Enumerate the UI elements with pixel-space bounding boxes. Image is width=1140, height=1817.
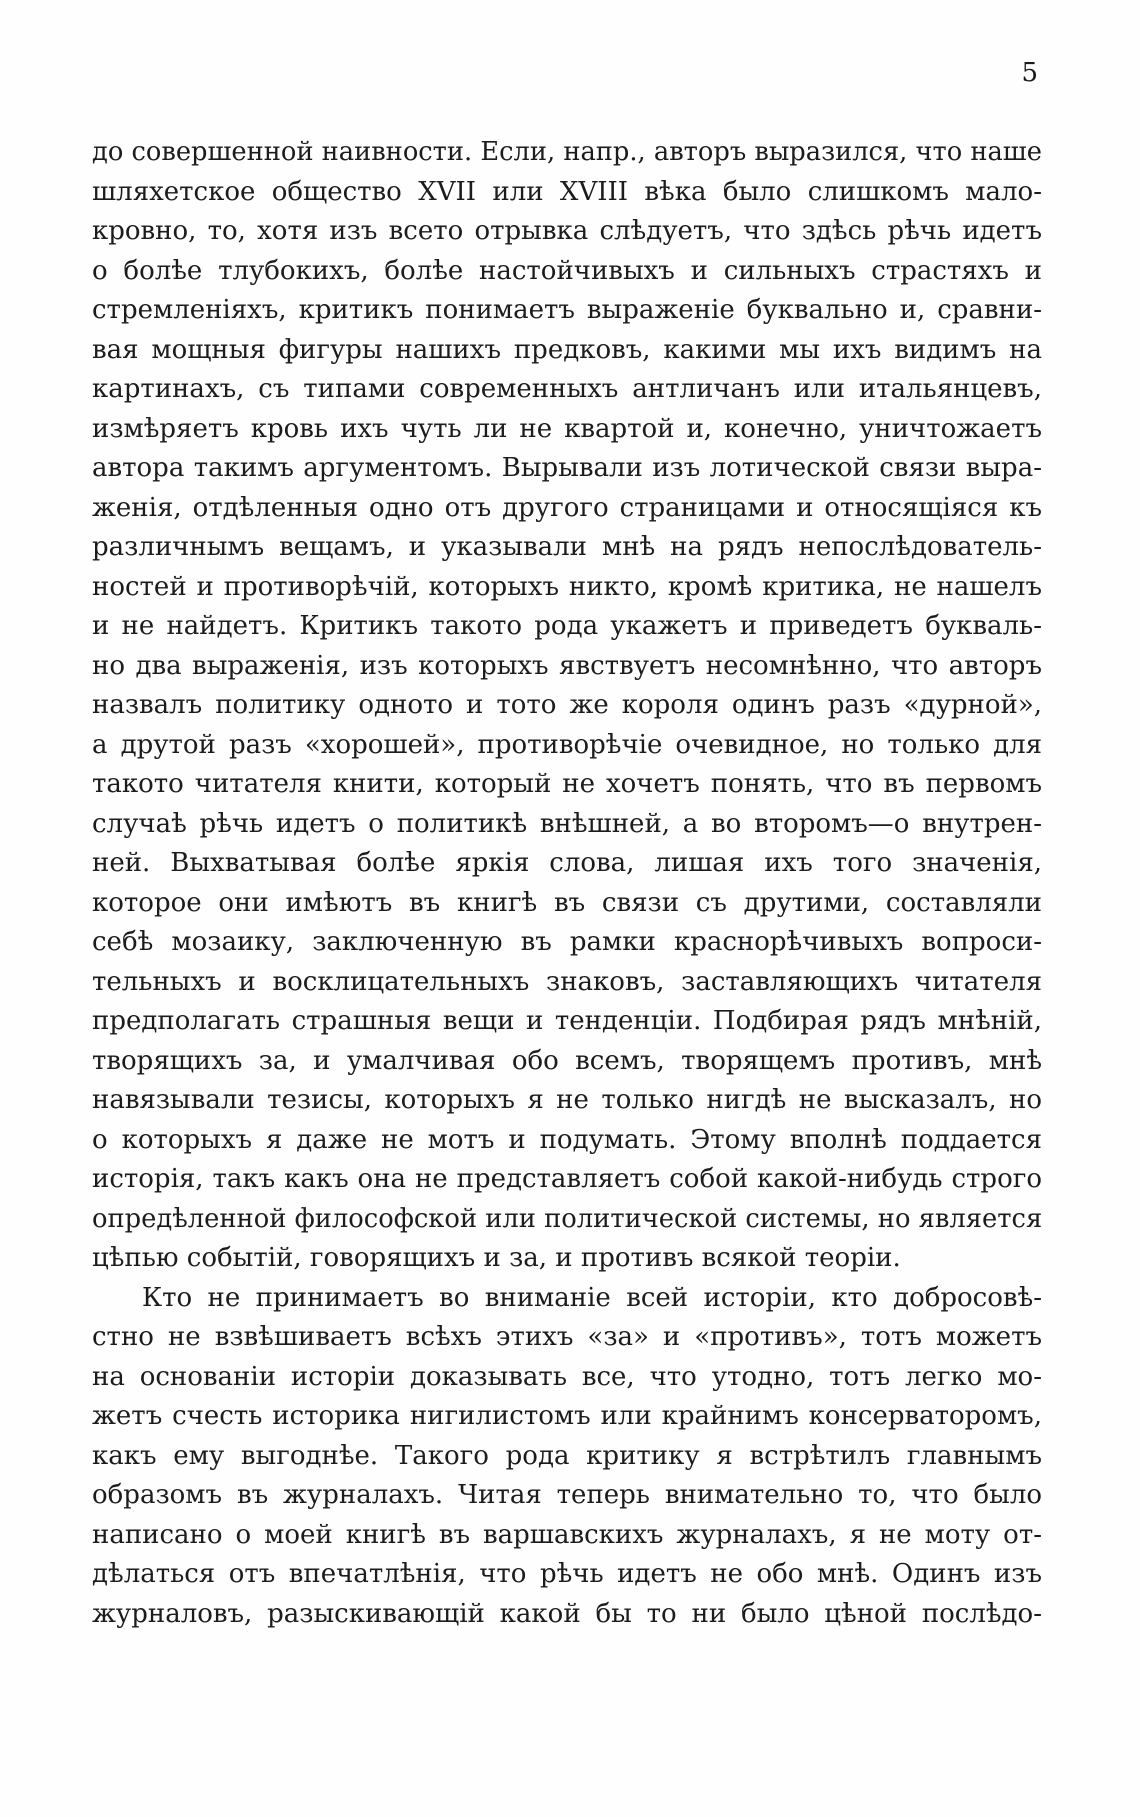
page-number: 5 <box>1021 58 1038 88</box>
paragraph <box>92 1279 1042 1635</box>
text-line: назвалъ политику одното и тото же короля одинъ разъ «дурной», <box>92 690 1042 720</box>
text-line: ней. Выхватывая болѣе яркія слова, лишая ихъ того значенія, <box>92 848 1042 878</box>
text-line: навязывали тезисы, которыхъ я не только нигдѣ не высказалъ, но <box>92 1085 1042 1115</box>
text-line: предполагать страшныя вещи и тенденціи. Подбирая рядъ мнѣній, <box>92 1006 1042 1036</box>
text-line: дѣлаться отъ впечатлѣнія, что рѣчь идетъ не обо мнѣ. Одинъ изъ <box>92 1559 1042 1589</box>
text-line: написано о моей книгѣ въ варшавскихъ журналахъ, я не моту от- <box>92 1519 1042 1550</box>
text-line: автора такимъ аргументомъ. Вырывали изъ лотической связи выра- <box>92 453 1042 483</box>
paragraph <box>92 133 1042 1279</box>
text-line: себѣ мозаику, заключенную въ рамки краснорѣчивыхъ вопроси- <box>92 927 1042 957</box>
text-line: картинахъ, съ типами современныхъ антличанъ или итальянцевъ, <box>92 374 1042 404</box>
text-line: случаѣ рѣчь идетъ о политикѣ внѣшней, а во второмъ—о внутрен- <box>92 808 1042 839</box>
text-line: стно не взвѣшиваетъ всѣхъ этихъ «за» и «противъ», тотъ можетъ <box>92 1322 1042 1352</box>
text-line: цѣпью событій, говорящихъ и за, и противъ всякой теоріи. <box>92 1243 901 1273</box>
text-line: но два выраженія, изъ которыхъ явствуетъ несомнѣнно, что авторъ <box>92 650 1042 681</box>
text-line: ностей и противорѣчій, которыхъ никто, кромѣ критика, не нашелъ <box>92 571 1042 602</box>
text-line: такото читателя книти, который не хочетъ понять, что въ первомъ <box>92 769 1042 799</box>
text-line: Кто не принимаетъ во вниманіе всей исторіи, кто добросовѣ- <box>142 1282 1042 1313</box>
text-line: и не найдетъ. Критикъ такото рода укажетъ и приведетъ букваль- <box>92 611 1042 641</box>
text-line: кровно, то, хотя изъ всето отрывка слѣдуетъ, что здѣсь рѣчь идетъ <box>92 216 1042 246</box>
text-line: измѣряетъ кровь ихъ чуть ли не квартой и, конечно, уничтожаетъ <box>92 413 1042 444</box>
text-line: жетъ счесть историка нигилистомъ или крайнимъ консерваторомъ, <box>92 1401 1042 1431</box>
text-line: о болѣе тлубокихъ, болѣе настойчивыхъ и сильныхъ страстяхъ и <box>92 255 1042 286</box>
text-line: стремленіяхъ, критикъ понимаетъ выраженіе буквально и, сравни- <box>92 295 1042 325</box>
text-line: тельныхъ и восклицательныхъ знаковъ, заставляющихъ читателя <box>92 966 1042 997</box>
text-line: женія, отдѣленныя одно отъ другого страницами и относящіяся къ <box>92 492 1042 523</box>
text-line: творящихъ за, и умалчивая обо всемъ, творящемъ противъ, мнѣ <box>92 1045 1042 1076</box>
text-line: образомъ въ журналахъ. Читая теперь внимательно то, что было <box>92 1480 1042 1510</box>
text-line: о которыхъ я даже не мотъ и подумать. Этому вполнѣ поддается <box>92 1124 1042 1155</box>
text-line: какъ ему выгоднѣе. Такого рода критику я встрѣтилъ главнымъ <box>92 1440 1042 1471</box>
text-line: опредѣленной философской или политической системы, но является <box>92 1203 1043 1234</box>
text-line: на основаніи исторіи доказывать все, что утодно, тотъ легко мо- <box>92 1361 1042 1392</box>
text-line: которое они имѣютъ въ книгѣ въ связи съ друтими, составляли <box>92 887 1042 918</box>
text-line: журналовъ, разыскивающій какой бы то ни было цѣной послѣдо- <box>92 1598 1042 1629</box>
text-line: а друтой разъ «хорошей», противорѣчіе очевидное, но только для <box>92 729 1042 760</box>
text-line: различнымъ вещамъ, и указывали мнѣ на рядъ непослѣдователь- <box>92 532 1042 562</box>
body-text <box>92 133 1042 1634</box>
text-line: вая мощныя фигуры нашихъ предковъ, какими мы ихъ видимъ на <box>92 334 1042 365</box>
text-line: шляхетское общество XVII или XVIII вѣка было слишкомъ мало- <box>92 176 1042 207</box>
text-line: исторія, такъ какъ она не представляетъ собой какой-нибудь строго <box>92 1164 1042 1194</box>
text-line: до совершенной наивности. Если, напр., авторъ выразился, что наше <box>92 137 1042 167</box>
